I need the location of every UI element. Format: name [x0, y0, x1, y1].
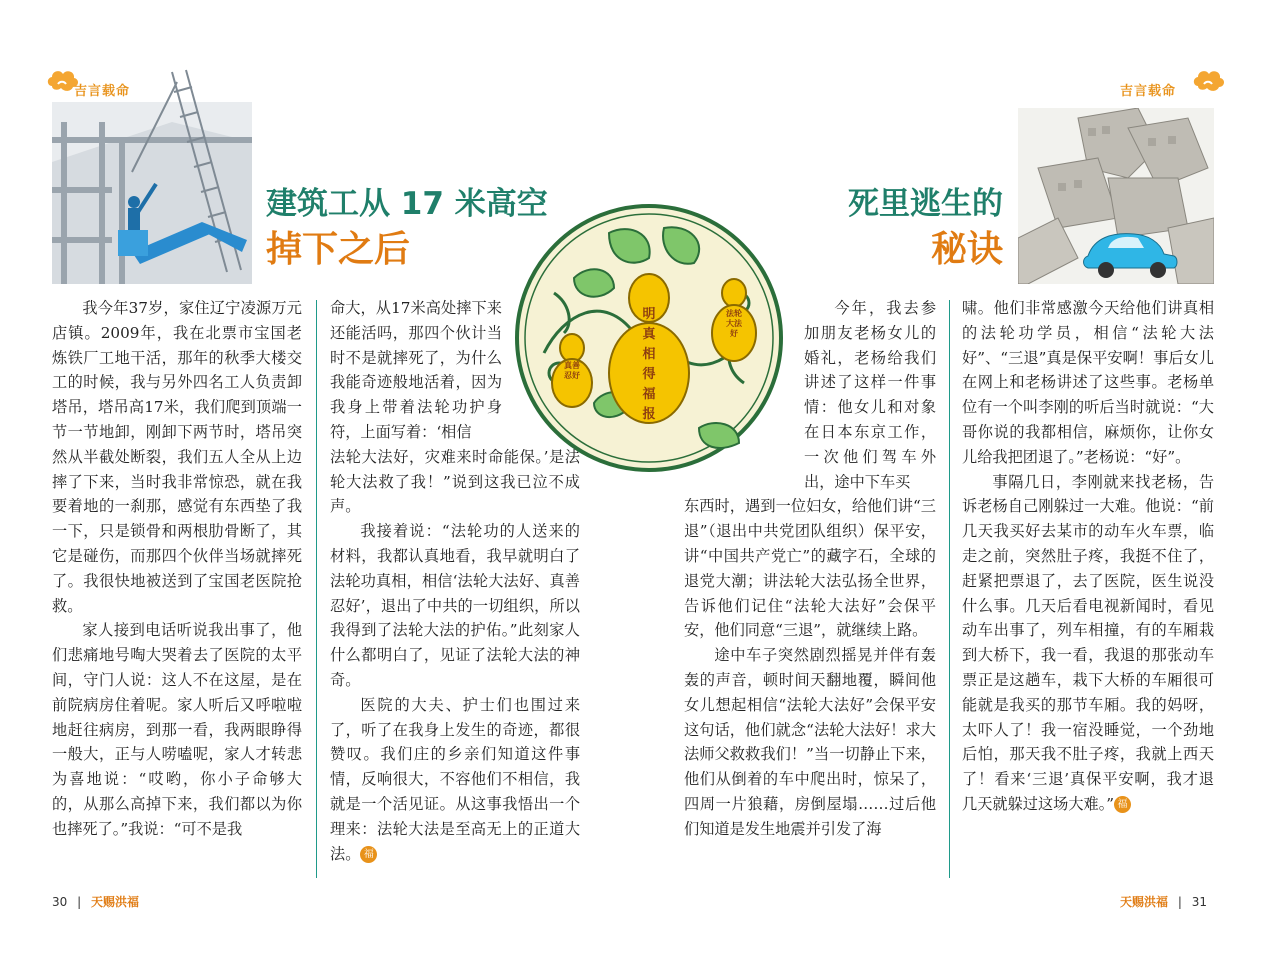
left-col2-para-3 — [330, 693, 580, 867]
crane-illustration — [52, 62, 252, 284]
right-col1-para-2: 途中车子突然剧烈摇晃并伴有轰轰的声音，顿时间天翻地覆，瞬间他女儿想起相信“法轮大法好”会保平安这句话，他们就念“法轮大法好！求大法师父救救我们！”当一切静止下来，他们从倒着的车中爬出时，惊呆了，四周一片狼藉，房倒屋塌……过后他们知道是发生地震并引发了海 — [684, 646, 936, 838]
footer-brand: 天赐洪福 — [90, 895, 139, 909]
section-tag: 吉言载命 — [74, 84, 131, 99]
footer-separator: | — [1177, 895, 1182, 909]
earthquake-ruins-illustration — [1018, 108, 1214, 284]
right-column-2 — [962, 296, 1214, 881]
left-col2-para-2: 我接着说：“法轮功的人送来的材料，我都认真地看，我早就明白了法轮功真相，相信‘法轮大法好、真善忍好’，退出了中共的一切组织，所以我得到了法轮大法的护佑。”此刻家人什么都明白了，见证了法轮大法的神奇。 — [330, 522, 580, 689]
right-column-divider — [949, 300, 950, 878]
right-col2-para-1: 啸。他们非常感激今天给他们讲真相的法轮功学员，相信“法轮大法好”、“三退”真是保平安啊！事后女儿在网上和老杨讲述了这些事。老杨单位有一个叫李刚的听后当时就说：“大哥你说的我都相信，麻烦你，让你女儿给我把团退了。”老杨说：“好”。 — [962, 299, 1214, 466]
section-tag-right: 吉言载命 — [1120, 84, 1177, 99]
footer-separator: | — [77, 895, 82, 909]
left-footer — [52, 893, 139, 910]
footer-brand-right: 天赐洪福 — [1120, 895, 1169, 909]
left-col1-para-2: 家人接到电话听说我出事了，他们悲痛地号啕大哭着去了医院的太平间，守门人说：这人不在这屋，是在前院病房住着呢。家人听后又呼啦啦地赶往病房，到那一看，我两眼睁得一般大，正与人唠嗑呢，家人才转悲为喜地说：“哎哟，你小子命够大的，从那么高掉下来，我们都以为你也摔死了。”我说：“可不是我 — [52, 621, 302, 838]
left-title-line2: 掉下之后 — [266, 229, 411, 270]
right-col2-para-2 — [962, 470, 1214, 817]
left-column-1 — [52, 296, 302, 881]
end-mark-icon: 福 — [360, 846, 377, 863]
right-section-tag-wrap — [1120, 64, 1220, 104]
left-col2-para-1: 法轮大法好，灾难来时命能保。’是法轮大法救了我！”说到这我已泣不成声。 — [330, 447, 580, 516]
right-footer — [1120, 893, 1207, 910]
left-title-line1: 建筑工从 17 米高空 — [266, 186, 548, 222]
left-column-divider — [316, 300, 317, 878]
cloud-ornament-icon — [1190, 64, 1230, 104]
medallion-left-label: 真善忍好 — [564, 361, 580, 380]
right-title-line2: 秘诀 — [930, 229, 1003, 270]
left-col2-wrapped-text: 命大，从17米高处摔下来还能活吗，那四个伙计当时不是就摔死了，为什么我能奇迹般地活着，因为我身上带着法轮功护身符，上面写着：‘相信 — [330, 299, 502, 441]
right-col1-wrapped-text: 今年，我去参加朋友老杨女儿的婚礼，老杨给我们讲述了这样一件事情：他女儿和对象在日本东京工作，一次他们驾车外出，途中下车买 — [804, 299, 936, 491]
medallion-big-label: 明真相得福报 — [642, 307, 656, 422]
medallion-right-label: 法轮大法好 — [726, 309, 742, 338]
left-page-number: 30 — [52, 895, 68, 909]
right-title-line1: 死里逃生的 — [848, 186, 1003, 222]
right-page-number: 31 — [1191, 895, 1207, 909]
end-mark-icon: 福 — [1114, 796, 1131, 813]
left-col2-para-3-text: 医院的大夫、护士们也围过来了，听了在我身上发生的奇迹，都很赞叹。我们庄的乡亲们知道这件事情，反响很大，不容他们不相信，我就是一个活见证。从这事我悟出一个理来：法轮大法是至高无上的正道大法。 — [330, 695, 580, 863]
right-col1-para-1: 东西时，遇到一位妇女，给他们讲“三退”（退出中共党团队组织）保平安，讲“中国共产党亡”的藏字石，全球的退党大潮；讲法轮大法弘扬全世界，告诉他们记住“法轮大法好”会保平安，他们同意“三退”，就继续上路。 — [684, 497, 936, 640]
left-col1-para-1: 我今年37岁，家住辽宁凌源万元店镇。2009年，我在北票市宝国老炼铁厂工地干活，那年的秋季大楼交工的时候，我与另外四名工人负责卸塔吊，塔吊高17米，我们爬到顶端一节一节地卸，刚卸下两节时，塔吊突然从半截处断裂，我们五人全从上边摔了下来，当时我非常惊恐，就在我要着地的一刹那，感觉有东西垫了我一下，只是锁骨和两根肋骨断了，其它是碰伤，而那四个伙伴当场就摔死了。我很快地被送到了宝国老医院抢救。 — [52, 299, 302, 615]
right-column-1 — [684, 296, 936, 881]
right-col2-para-2-text: 事隔几日，李刚就来找老杨，告诉老杨自己刚躲过一大难。他说：“前几天我买好去某市的动车火车票，临走之前，突然肚子疼，我挺不住了，赶紧把票退了，去了医院，医生说没什么事。几天后看电视新闻时，看见动车出事了，列车相撞，有的车厢栽到大桥下，我一看，我退的那张动车票正是这趟车，栽下大桥的车厢很可能就是我买的那节车厢。我的妈呀，太吓人了！我一宿没睡觉，一个劲地后怕，那天我不肚子疼，我就上西天了！看来‘三退’真保平安啊，我才退几天就躲过这场大难。” — [962, 472, 1214, 813]
